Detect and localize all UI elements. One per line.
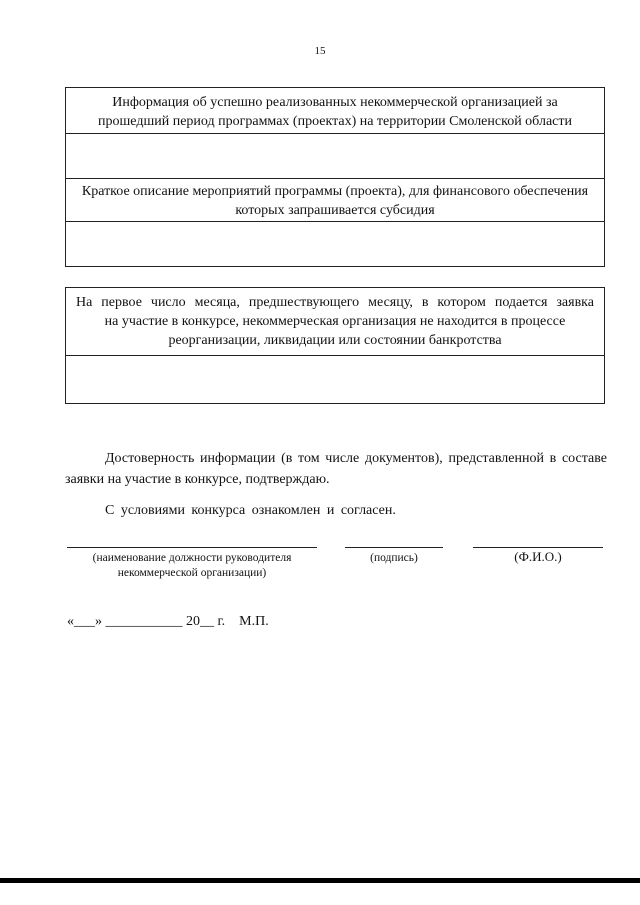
signature-caption: (подпись) [370, 552, 418, 564]
page-number: 15 [314, 45, 326, 57]
position-caption: (наименование должности руководителя некоммерческой организации) [92, 552, 292, 579]
agreement-statement: С условиями конкурса ознакомлен и согласен. [105, 503, 396, 518]
activities-description-heading: Краткое описание мероприятий программы (проекта), для финансового обеспечения которых запрашивается субсидия [66, 178, 604, 222]
status-table [65, 287, 605, 404]
bottom-rule [0, 878, 640, 883]
implemented-programs-field[interactable] [66, 134, 604, 178]
fio-signature-line[interactable] [473, 547, 603, 548]
info-table [65, 87, 605, 267]
organization-status-heading-line1: На первое число месяца, предшествующего месяцу, в котором подается заявка [76, 295, 594, 310]
organization-status-field[interactable] [66, 356, 604, 403]
date-stamp-line: «___» ___________ 20__ г. М.П. [67, 614, 269, 629]
organization-status-heading [66, 288, 604, 356]
implemented-programs-heading: Информация об успешно реализованных некоммерческой организацией за прошедший период программах (проектах) на территории Смоленской области [66, 88, 604, 134]
activities-description-field[interactable] [66, 222, 604, 266]
position-signature-line[interactable] [67, 547, 317, 548]
organization-status-heading-rest: на участие в конкурсе, некоммерческая организация не находится в процессе реорганизации, ликвидации или состоянии банкротства [104, 314, 566, 348]
confirmation-statement: Достоверность информации (в том числе документов), представленной в составе заявки на участие в конкурсе, подтверждаю. [65, 451, 607, 487]
signature-line[interactable] [345, 547, 443, 548]
fio-caption: (Ф.И.О.) [514, 549, 562, 564]
